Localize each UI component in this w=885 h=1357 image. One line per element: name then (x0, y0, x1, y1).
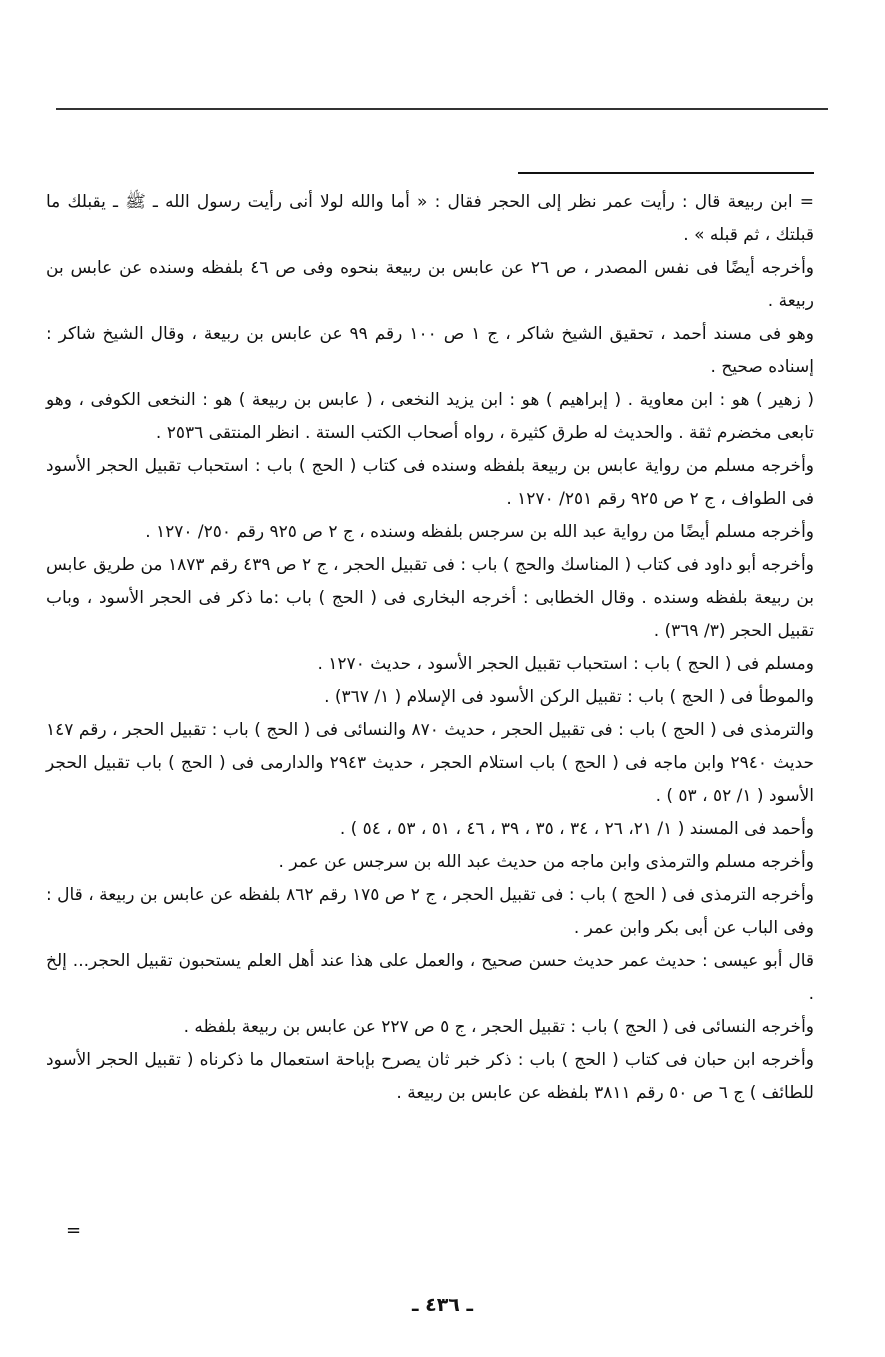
footnote-separator (518, 172, 814, 174)
footnote-paragraph: والترمذى فى ( الحج ) باب : فى تقبيل الحجر ، حديث ٨٧٠ والنسائى فى ( الحج ) باب : تقبيل الحجر ، رقم ١٤٧ حديث ٢٩٤٠ وابن ماجه فى ( الحج ) باب استلام الحجر ، حديث ٢٩٤٣ والدارمى فى ( الحج ) باب تقبيل الحجر الأسود ( ١/ ٥٢ ، ٥٣ ) . (46, 720, 814, 806)
footnote-paragraph: وأخرجه أبو داود فى كتاب ( المناسك والحج ) باب : فى تقبيل الحجر ، ج ٢ ص ٤٣٩ رقم ١٨٧٣ من طريق عابس بن ربيعة بلفظه وسنده . وقال الخطابى : أخرجه البخارى فى ( الحج ) باب :ما ذكر فى الحجر الأسود ، وباب تقبيل الحجر (٣/ ٣٦٩) . (46, 555, 814, 641)
footnote-paragraph: ( زهير ) هو : ابن معاوية . ( إبراهيم ) هو : ابن يزيد النخعى ، ( عابس بن ربيعة ) هو : النخعى الكوفى ، وهو تابعى مخضرم ثقة . والحديث له طرق كثيرة ، رواه أصحاب الكتب الستة . انظر المنتقى ٢٥٣٦ . (46, 390, 814, 443)
footnote-paragraph: وأخرجه ابن حبان فى كتاب ( الحج ) باب : ذكر خبر ثان يصرح بإباحة استعمال ما ذكرناه ( تقبيل الحجر الأسود للطائف ) ج ٦ ص ٥٠ رقم ٣٨١١ بلفظه عن عابس بن ربيعة . (46, 1050, 814, 1103)
header-rule (56, 108, 828, 110)
continuation-mark: = (66, 1220, 82, 1241)
footnote-paragraph: وأخرجه مسلم والترمذى وابن ماجه من حديث عبد الله بن سرجس عن عمر . (278, 852, 814, 872)
footnote-paragraph: قال أبو عيسى : حديث عمر حديث حسن صحيح ، والعمل على هذا عند أهل العلم يستحبون تقبيل الحجر... إلخ . (46, 951, 814, 1004)
footnote-paragraph: وأخرجه أيضًا فى نفس المصدر ، ص ٢٦ عن عابس بن ربيعة بنحوه وفى ص ٤٦ بلفظه وسنده عن عابس بن ربيعة . (46, 258, 815, 311)
footnote-paragraph: ومسلم فى ( الحج ) باب : استحباب تقبيل الحجر الأسود ، حديث ١٢٧٠ . (317, 654, 814, 674)
footnote-paragraph: وأخرجه مسلم من رواية عابس بن ربيعة بلفظه وسنده فى كتاب ( الحج ) باب : استحباب تقبيل الحجر الأسود فى الطواف ، ج ٢ ص ٩٢٥ رقم ٢٥١/ ١٢٧٠ . (46, 456, 814, 509)
footnote-paragraph: وهو فى مسند أحمد ، تحقيق الشيخ شاكر ، ج ١ ص ١٠٠ رقم ٩٩ عن عابس بن ربيعة ، وقال الشيخ شاكر : إسناده صحيح . (46, 324, 814, 377)
footnotes-block (46, 186, 814, 1110)
footnote-paragraph: وأخرجه الترمذى فى ( الحج ) باب : فى تقبيل الحجر ، ج ٢ ص ١٧٥ رقم ٨٦٢ بلفظه عن عابس بن ربيعة ، قال : وفى الباب عن أبى بكر وابن عمر . (46, 885, 814, 938)
footnote-paragraph: وأحمد فى المسند ( ١/ ٢١، ٢٦ ، ٣٤ ، ٣٥ ، ٣٩ ، ٤٦ ، ٥١ ، ٥٣ ، ٥٤ ) . (339, 819, 814, 839)
footnote-paragraph: = ابن ربيعة قال : رأيت عمر نظر إلى الحجر فقال : « أما والله لولا أنى رأيت رسول الله ـ ﷺ ـ يقبلك ما قبلتك ، ثم قبله » . (46, 192, 814, 245)
footnote-paragraph: وأخرجه النسائى فى ( الحج ) باب : تقبيل الحجر ، ج ٥ ص ٢٢٧ عن عابس بن ربيعة بلفظه . (183, 1017, 814, 1037)
footnote-paragraph: والموطأ فى ( الحج ) باب : تقبيل الركن الأسود فى الإسلام ( ١/ ٣٦٧) . (324, 687, 814, 707)
page-number: ـ ٤٣٦ ـ (411, 1294, 473, 1316)
footnote-paragraph: وأخرجه مسلم أيضًا من رواية عبد الله بن سرجس بلفظه وسنده ، ج ٢ ص ٩٢٥ رقم ٢٥٠/ ١٢٧٠ . (145, 522, 814, 542)
